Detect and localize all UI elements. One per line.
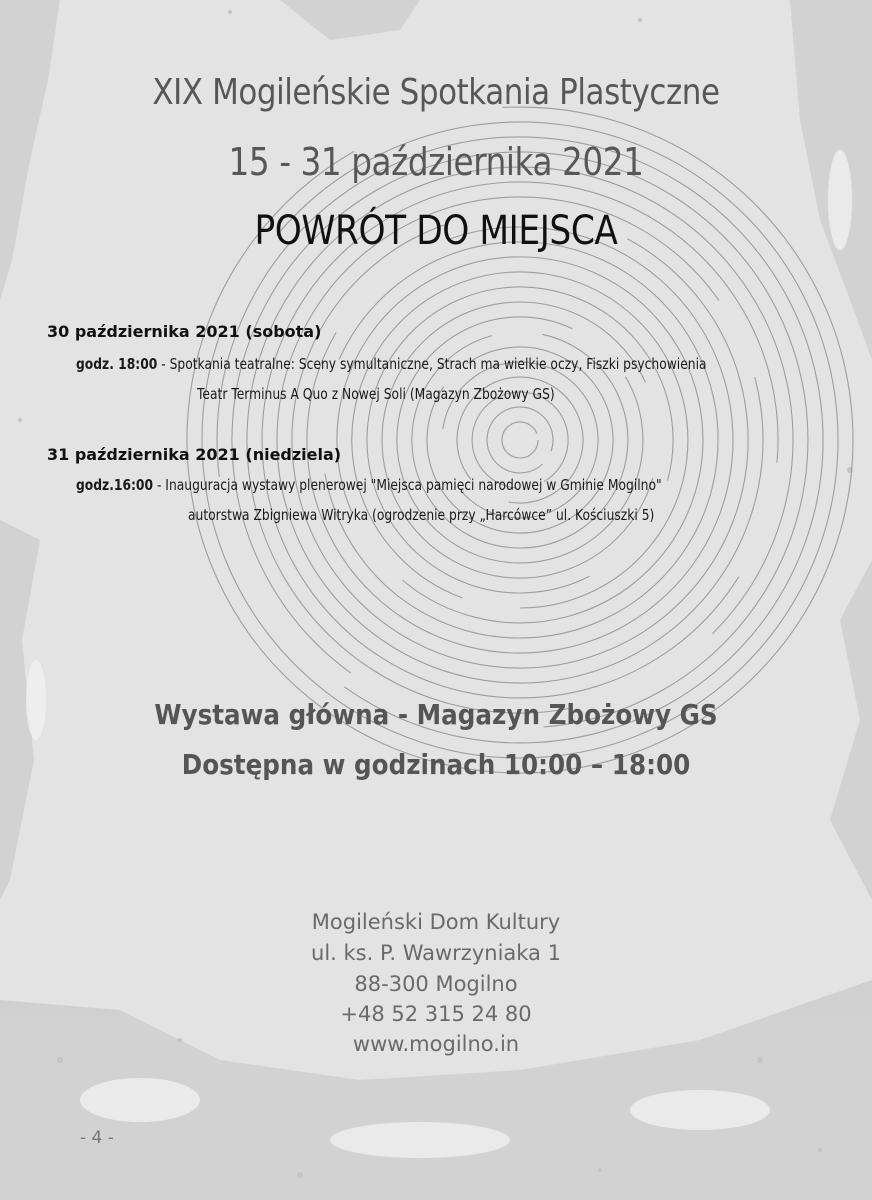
main-exhibition-hours: Dostępna w godzinach 10:00 – 18:00 bbox=[181, 748, 691, 781]
main-exhibition-title: Wystawa główna - Magazyn Zbożowy GS bbox=[154, 698, 718, 731]
festival-theme: POWRÓT DO MIEJSCA bbox=[254, 208, 618, 254]
contact-name: Mogileński Dom Kultury bbox=[311, 910, 561, 934]
event-date: 31 października 2021 (niedziela) bbox=[47, 445, 342, 464]
event-venue: autorstwa Zbigniewa Witryka (ogrodzenie przy „Harcówce” ul. Kościuszki 5) bbox=[188, 506, 655, 524]
festival-title: XIX Mogileńskie Spotkania Plastyczne bbox=[152, 72, 720, 113]
page-number: - 4 - bbox=[80, 1128, 114, 1148]
event-description: - Spotkania teatralne: Sceny symultaniczne, Strach ma wielkie oczy, Fiszki psychowienia bbox=[157, 355, 707, 373]
contact-city: 88-300 Mogilno bbox=[354, 972, 518, 996]
event-time: godz.16:00 bbox=[76, 476, 154, 494]
event-line bbox=[76, 355, 707, 373]
event-description: - Inauguracja wystawy plenerowej "Miejsca pamięci narodowej w Gminie Mogilno" bbox=[153, 476, 662, 494]
contact-website[interactable]: www.mogilno.in bbox=[352, 1032, 520, 1056]
contact-phone: +48 52 315 24 80 bbox=[340, 1002, 532, 1026]
event-line bbox=[76, 476, 662, 494]
festival-dates: 15 - 31 października 2021 bbox=[228, 140, 644, 184]
event-date: 30 października 2021 (sobota) bbox=[47, 322, 322, 341]
event-time: godz. 18:00 bbox=[76, 355, 158, 373]
event-venue: Teatr Terminus A Quo z Nowej Soli (Magazyn Zbożowy GS) bbox=[197, 385, 555, 403]
contact-street: ul. ks. P. Wawrzyniaka 1 bbox=[311, 941, 561, 965]
